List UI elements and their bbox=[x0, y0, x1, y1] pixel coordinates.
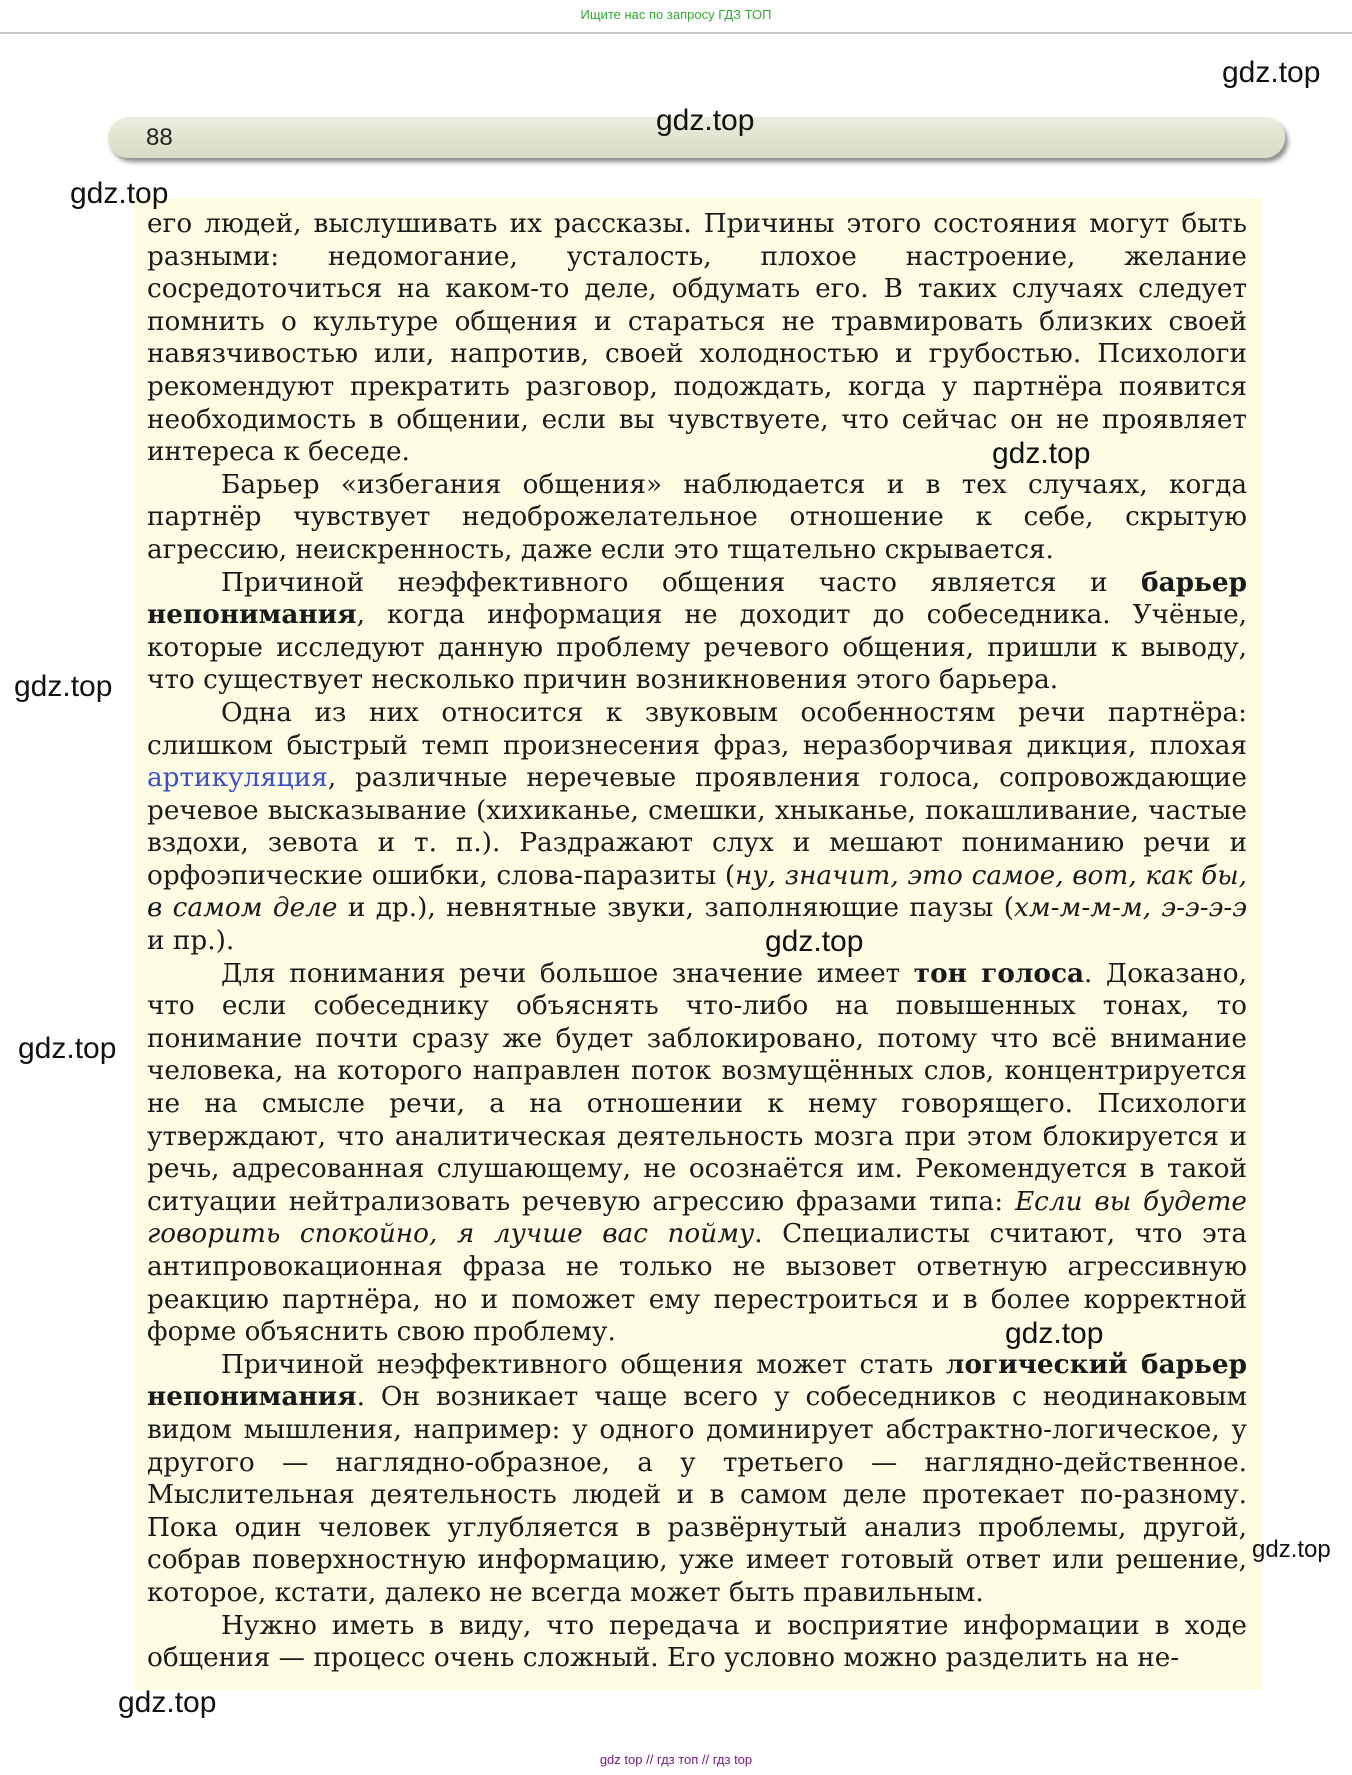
top-divider bbox=[0, 32, 1352, 34]
text-run: . Специалисты считают, что эта антипровокационная фраза не только не вызовет ответную агрессивную реакцию партнёра, но и поможет ему перестроиться и в более корректной форме объяснить свою проблему. bbox=[147, 1219, 1247, 1348]
text-run: . Он возникает чаще всего у собеседников с неодинаковым видом мышления, например: у одного доминирует абстрактно-логическое, у другого — наглядно-образное, а у третьего — наглядно-действенное. Мыслительная деятельность людей и в самом деле протекает по-разному. Пока один человек углубляется в развёрнутый анализ проблемы, другой, собрав поверхностную информацию, уже имеет готовый ответ или решение, которое, кстати, далеко не всегда может быть правильным. bbox=[147, 1382, 1247, 1608]
paragraph: его людей, выслушивать их рассказы. Причины этого состояния могут быть разными: недомогание, усталость, плохое настроение, желание сосредоточиться на каком-то деле, обдумать его. В таких случаях следует помнить о культуре общения и стараться не травмировать близких своей навязчивостью или, напротив, своей холодностью и грубостью. Психологи рекомендуют прекратить разговор, подождать, когда у партнёра появится необходимость в общении, если вы чувствуете, что сейчас он не проявляет интереса к беседе. bbox=[147, 209, 1247, 468]
paragraph bbox=[147, 567, 1247, 697]
italic-examples: хм-м-м-м, э-э-э-э bbox=[1014, 893, 1248, 924]
watermark: gdz.top bbox=[765, 925, 864, 958]
watermark: gdz.top bbox=[992, 437, 1091, 470]
page-number: 88 bbox=[146, 124, 173, 151]
watermark: gdz.top bbox=[118, 1686, 217, 1719]
watermark: gdz.top bbox=[656, 104, 755, 137]
top-banner: Ищите нас по запросу ГДЗ ТОП bbox=[580, 7, 772, 22]
text-run: . Доказано, что если собеседнику объяснять что-либо на повышенных тонах, то понимание почти сразу же будет заблокировано, потому что всё внимание человека, на которого направлен поток возмущённых слов, концентрируется не на смысле речи, а на отношении к нему говорящего. Психологи утверждают, что аналитическая деятельность мозга при этом блокируется и речь, адресованная слушающему, не осознаётся им. Рекомендуется в такой ситуации нейтрализовать речевую агрессию фразами типа: bbox=[147, 958, 1247, 1217]
text-run: и др.), невнятные звуки, заполняющие паузы ( bbox=[337, 893, 1014, 924]
text-run: , различные неречевые проявления голоса, сопровождающие речевое высказывание (хихиканье, смешки, хныканье, покашливание, частые вздохи, зевота и т. п.). Раздражают слух и мешают пониманию речи и орфоэпические ошибки, слова-паразиты ( bbox=[147, 763, 1247, 891]
bold-term: логический барьер непонимания bbox=[147, 1348, 1247, 1413]
watermark: gdz.top bbox=[18, 1032, 117, 1065]
text-run: Одна из них относится к звуковым особенностям речи партнёра: слишком быстрый темп произнесения фраз, неразборчивая дикция, плохая bbox=[147, 697, 1247, 761]
bold-term: барьер непонимания bbox=[147, 566, 1247, 631]
text-run: и пр.). bbox=[147, 926, 235, 957]
term-link[interactable]: артикуляция bbox=[147, 763, 328, 794]
bold-term: тон голоса bbox=[913, 957, 1084, 989]
italic-examples: ну, значит, это самое, вот, как бы, в самом деле bbox=[147, 860, 1248, 924]
paragraph: Барьер «избегания общения» наблюдается и в тех случаях, когда партнёр чувствует недоброжелательное отношение к себе, скрытую агрессию, неискренность, даже если это тщательно скрывается. bbox=[147, 469, 1247, 565]
text-run: Причиной неэффективного общения может стать bbox=[221, 1349, 946, 1380]
paragraph bbox=[147, 697, 1247, 958]
watermark: gdz.top bbox=[70, 177, 169, 210]
page-body bbox=[147, 208, 1247, 1675]
paragraph: Нужно иметь в виду, что передача и восприятие информации в ходе общения — процесс очень сложный. Его условно можно разделить на не- bbox=[147, 1610, 1247, 1674]
paragraph bbox=[147, 958, 1247, 1349]
text-run: Причиной неэффективного общения часто является и bbox=[221, 567, 1142, 598]
text-run: , когда информация не доходит до собеседника. Учёные, которые исследуют данную проблему речевого общения, пришли к выводу, что существует несколько причин возникновения этого барьера. bbox=[147, 600, 1247, 696]
footer-links[interactable]: gdz top // гдз топ // гдз top bbox=[599, 1752, 753, 1767]
paragraph bbox=[147, 1349, 1247, 1610]
watermark: gdz.top bbox=[1222, 56, 1321, 89]
text-run: Для понимания речи большое значение имеет bbox=[221, 958, 914, 989]
watermark: gdz.top bbox=[1005, 1317, 1104, 1350]
watermark: gdz.top bbox=[1252, 1536, 1331, 1563]
watermark: gdz.top bbox=[14, 670, 113, 703]
italic-phrase: Если вы будете говорить спокойно, я лучше вас пойму bbox=[147, 1186, 1247, 1250]
